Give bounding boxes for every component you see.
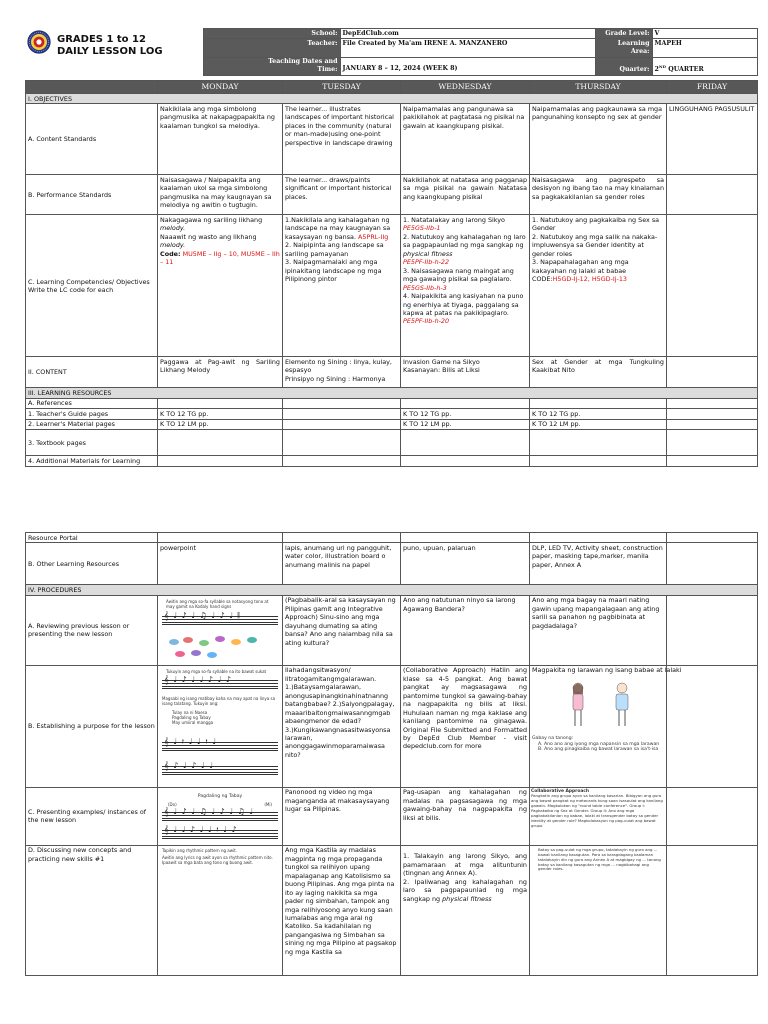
establishing-thu-question-a: A. Ano ano ang iyong mga napansin sa mga larawan bbox=[538, 741, 660, 747]
quarter-number: 2 bbox=[654, 66, 659, 74]
content-standards-wed: Naipamamalas ang pangunawa sa pakikilahok at pagtatasa ng pisikal na gawain at kaangkupang pisikal. bbox=[401, 104, 530, 175]
learning-resources-heading: III. LEARNING RESOURCES bbox=[26, 388, 758, 398]
teachers-guide-thu: K TO 12 TG pp. bbox=[530, 409, 667, 419]
presenting-thu bbox=[530, 787, 667, 845]
resource-portal-row bbox=[26, 533, 758, 543]
content-tue-2: Prinsipyo ng Sining : Harmonya bbox=[285, 374, 386, 383]
dates-label-line-1: Teaching Dates and bbox=[268, 58, 338, 66]
competency-thu-1: 1. Natutukoy ang pagkakaiba ng Sex sa Gender bbox=[532, 215, 660, 233]
melody-exercise-caption: Tukuyin ang mga so-fa syllable na ito bawat sukat bbox=[166, 668, 267, 674]
competency-thu-code: H5GD-Ij-12, H5GD-Ij-13 bbox=[552, 275, 627, 284]
presenting-mon bbox=[158, 787, 283, 845]
melody-exercise-image bbox=[158, 666, 282, 787]
competency-mon-code-label: Code: bbox=[160, 249, 181, 258]
learners-material-row bbox=[26, 419, 758, 429]
treble-clef-icon: 𝄞 ♩ ♪ ♩ ♫ ♩ ♪ ♩ 𝄂 bbox=[164, 610, 241, 620]
establishing-mon bbox=[158, 665, 283, 787]
teachers-guide-row bbox=[26, 409, 758, 419]
area-value: MAPEH bbox=[652, 39, 757, 58]
competency-tue-1: 1.Nakikilala ang kahalagahan ng landscape na may kaugnayan sa kasaysayan ng bansa. bbox=[285, 215, 391, 241]
dates-label bbox=[203, 57, 340, 75]
performance-standards-thu: Naisasagawa ang pagrespeto sa desisyon ng ibang tao na may kinalaman sa pagkakakilanlan sa gender roles bbox=[530, 175, 667, 215]
establishing-thu-questions bbox=[532, 736, 664, 753]
reviewing-row bbox=[26, 595, 758, 665]
establishing-thu-title: Magpakita ng larawan ng isang babae at lalaki bbox=[532, 666, 682, 675]
title-line-1: GRADES 1 to 12 bbox=[57, 33, 146, 45]
textbook-row bbox=[26, 430, 758, 456]
discussing-wed-2-text: 2. Ipaliwanag ang kahalagahan ng laro sa pagpapaunlad ng mga sangkap ng bbox=[403, 877, 527, 903]
competency-wed-2-italic: physical fitness bbox=[403, 249, 453, 258]
content-standards-mon: Nakikilala ang mga simbolong pangmusika at nakapagpapakita ng kaalaman tungkol sa melodiya. bbox=[158, 104, 283, 175]
content-thu: Sex at Gender at mga Tungkuling Kaakibat Nito bbox=[530, 357, 667, 388]
performance-standards-mon: Naisasagawa / Naipapakita ang kaalaman ukol sa mga simbolong pangmusika na may kaugnayan sa melodiya ng awitin o tugtugin. bbox=[158, 175, 283, 215]
other-resources-mon: powerpoint bbox=[158, 543, 283, 585]
competency-wed-code-4: PE5PF-IIb-h-20 bbox=[403, 317, 450, 326]
grade-label: Grade Level: bbox=[595, 29, 652, 39]
deped-seal-icon bbox=[27, 30, 51, 54]
reviewing-mon bbox=[158, 595, 283, 665]
competency-mon-line-4: melody. bbox=[160, 241, 186, 250]
content-row bbox=[26, 357, 758, 388]
title-cell bbox=[51, 29, 203, 76]
lesson-table-part-1 bbox=[25, 80, 757, 467]
content-tue bbox=[283, 357, 401, 388]
presenting-thu-title: Collaborative Approach bbox=[531, 788, 590, 794]
day-header-monday: MONDAY bbox=[158, 81, 283, 94]
other-resources-label: B. Other Learning Resources bbox=[26, 543, 158, 585]
establishing-label: B. Establishing a purpose for the lesson bbox=[26, 665, 158, 787]
dates-value: JANUARY 8 – 12, 2024 (WEEK 8) bbox=[340, 57, 595, 75]
rhythm-exercise-image bbox=[158, 846, 282, 876]
other-resources-thu: DLP, LED TV, Activity sheet, construction paper, masking tape,marker, manila paper, Annex A bbox=[530, 543, 667, 585]
song-score-title: Pagdaling ng Tabay bbox=[197, 793, 243, 799]
performance-standards-wed: Nakikilahok at natatasa ang pagganap sa mga pisikal na gawain Natatasa ang kaangkupang pisikal bbox=[401, 175, 530, 215]
competencies-row bbox=[26, 215, 758, 357]
melody-song-item: Tulay na ni Naesa bbox=[172, 709, 208, 715]
learners-material-thu: K TO 12 LM pp. bbox=[530, 419, 667, 429]
teachers-guide-mon: K TO 12 TG pp. bbox=[158, 409, 283, 419]
song-score-key-left: (Do) bbox=[168, 801, 177, 807]
establishing-thu-guide: Gabay na tanong: bbox=[532, 735, 574, 741]
treble-clef-icon: 𝄞 ♩ ♪ ♩ ♩ ♪ ♩ ♪ bbox=[164, 674, 232, 684]
competency-wed-code-2: PE5PF-IIb-h-22 bbox=[403, 258, 450, 267]
discussing-mon bbox=[158, 845, 283, 975]
content-wed-1: Invasion Game na Sikyo bbox=[403, 357, 480, 366]
treble-clef-icon: 𝄞 ♩ 𝄽 ♩ ♩ 𝄽 ♩ bbox=[164, 736, 217, 746]
competency-wed-3: 3. Naisasagawa nang maingat ang mga gawaing pisikal sa paglalaro. bbox=[403, 266, 514, 284]
discussing-thu bbox=[530, 845, 667, 975]
teacher-value: File Created by Ma'am IRENE A. MANZANERO bbox=[340, 39, 595, 58]
reviewing-tue: (Pagbabalik-aral sa kasaysayan ng Pilipinas gamit ang Integrative Approach) Sinu-sino ang mga dayuhang dumating sa ating bansa? Ano ang naiambag nila sa ating kultura? bbox=[283, 595, 401, 665]
solfa-exercise-image bbox=[158, 596, 282, 665]
dates-label-line-2: Time: bbox=[317, 65, 338, 73]
content-tue-1: Elemento ng Sining : linya, kulay, espasyo bbox=[285, 357, 392, 375]
competency-wed-2: 2. Natutukoy ang kahalagahan ng laro sa pagpapaunlad ng mga sangkap ng bbox=[403, 232, 526, 250]
school-value: DepEdClub.com bbox=[340, 29, 595, 39]
objectives-heading: I. OBJECTIVES bbox=[26, 94, 758, 104]
other-resources-row bbox=[26, 543, 758, 585]
other-resources-tue: lapis, anumang uri ng pangguhit, water color, illustration board o anumang malinis na papel bbox=[283, 543, 401, 585]
competencies-mon bbox=[158, 215, 283, 357]
presenting-wed: Pag-usapan ang kahalagahan ng madalas na pagsasagawa ng mga gawaing-bahay na nagpapakita ng liksi at bilis. bbox=[401, 787, 530, 845]
establishing-tue: Ilahadangsitwasyon/ litratogamitangmgalarawan. 1.)Bataysamgalarawan, anongusapinangkinahinatnanng batangbabae? 2.)Saiyongpalagay, maaaribaitongmaiwasanngmgab abaengmenor de edad? 3.)Kungikawangnasasitwasyonsa larawan, anonggagawinmoparamaiwasa nito? bbox=[283, 665, 401, 787]
procedures-heading: IV. PROCEDURES bbox=[26, 585, 758, 595]
day-header-thursday: THURSDAY bbox=[530, 81, 667, 94]
reviewing-thu: Ano ang mga bagay na maari nating gawin upang mapangalagaan ang ating sarili sa panahon ng pagbibinata at pagdadalaga? bbox=[530, 595, 667, 665]
competency-wed-4: 4. Naipakikita ang kasiyahan na puno ng enerhiya at tiyaga, paggalang sa kapwa at patas na pakikipaglaro. bbox=[403, 292, 524, 317]
content-wed bbox=[401, 357, 530, 388]
day-header-friday: FRIDAY bbox=[667, 81, 758, 94]
references-label: A. References bbox=[26, 398, 158, 408]
teachers-guide-wed: K TO 12 TG pp. bbox=[401, 409, 530, 419]
content-standards-thu: Naipamamalas ang pagkaunawa sa mga pangunahing konsepto ng sex at gender bbox=[530, 104, 667, 175]
day-header-tuesday: TUESDAY bbox=[283, 81, 401, 94]
competency-mon-code: MU5ME – IIg – 10, MU5ME – IIh – 11 bbox=[160, 249, 280, 267]
competency-tue-code-1: A5PRL-IIg bbox=[356, 232, 389, 241]
learners-material-label: 2. Learner's Material pages bbox=[26, 419, 158, 429]
grade-value: V bbox=[652, 29, 757, 39]
competency-wed-1: 1. Natatalakay ang larong Sikyo bbox=[403, 215, 505, 224]
competency-thu-2: 2. Natutukoy ang mga salik na nakaka-impluwensya sa Gender identity at gender roles bbox=[532, 232, 658, 258]
discussing-wed-2 bbox=[403, 878, 527, 903]
treble-clef-icon: 𝄞 ♩ ♪ ♩ ♫ ♩ ♪ ♩ ♫ ♩ bbox=[164, 806, 255, 816]
competencies-thu bbox=[530, 215, 667, 357]
day-header-wednesday: WEDNESDAY bbox=[401, 81, 530, 94]
content-wed-2: Kasanayan: Bilis at Liksi bbox=[403, 366, 480, 375]
content-mon: Paggawa at Pag-awit ng Sariling Likhang Melody bbox=[158, 357, 283, 388]
performance-standards-tue: The learner... draws/paints significant or important historical places. bbox=[283, 175, 401, 215]
discussing-wed bbox=[401, 845, 530, 975]
competency-thu-3: 3. Napapahalagahan ang mga kakayahan ng lalaki at babae bbox=[532, 258, 629, 275]
song-score-image bbox=[158, 788, 282, 845]
melody-song-item: May umiiral mangga bbox=[172, 719, 214, 725]
discussing-row bbox=[26, 845, 758, 975]
melody-song-item: Pagdaling ng Tabay bbox=[172, 714, 211, 720]
competency-thu-code-label: CODE: bbox=[532, 275, 553, 284]
discussing-thu-image-text: Batay sa pag-uulat ng mga grupo, tatalakayin ng guro ang ... bawat kanilang kasagutan. Para sa karagdagang kaalaman tatalakayin din ng guro ang Annex A at magbigay ng ... tanong batay sa kanilang kasagutan ng mga ... nagbibahagi ang gender roles. bbox=[538, 846, 661, 872]
resource-portal-label: Resource Portal bbox=[26, 533, 158, 543]
competency-wed-code-1: PE5GS-IIb-1 bbox=[403, 224, 441, 233]
performance-standards-label: B. Performance Standards bbox=[26, 175, 158, 215]
competencies-tue bbox=[283, 215, 401, 357]
song-score-key-right: (Mi) bbox=[264, 801, 272, 807]
content-standards-row bbox=[26, 104, 758, 175]
school-label: School: bbox=[203, 29, 340, 39]
competency-tue-2: 2. Naipipinta ang landscape sa sariling pamayanan bbox=[285, 241, 384, 258]
hand-signs-icon bbox=[166, 634, 276, 660]
discussing-wed-2-italic: physical fitness bbox=[442, 894, 492, 903]
melody-song-list bbox=[172, 710, 213, 725]
textbook-label: 3. Textbook pages bbox=[26, 430, 158, 456]
melody-exercise-instruction: Magsabi ng isang matibay kaha na may apat na linya sa isang talatang. Tukuyin ang: bbox=[162, 695, 276, 706]
establishing-thu-question-b: B. Ano ang pinagkaiba ng bawat larawan sa isa't-isa bbox=[538, 747, 659, 753]
solfa-exercise-caption: Awitin ang mga so-fa syllable sa notasyong tono at may gamit na Kodaly hand signs bbox=[166, 598, 269, 609]
content-standards-tue: The learner... illustrates landscapes of important historical places in the community (natural or man-made)using one-point perspective in landscape drawing bbox=[283, 104, 401, 175]
presenting-tue: Panonood ng video ng mga maganganda at makasaysayang lugar sa Pilipinas. bbox=[283, 787, 401, 845]
content-standards-label: A. Content Standards bbox=[26, 104, 158, 175]
competency-mon-line-1: Nakagagawa ng sariling likhang bbox=[160, 215, 263, 224]
establishing-thu bbox=[530, 665, 682, 787]
presenting-thu-body: Pangkatin ang grupo ayon sa kanilang kasarian. Bibigyan ang guro ang bawat pangkat ng metacards kung saan isasaulat ang kanilang gawain. Magkolokan ng "round table conference". Group I: Pagkakaiba ng Sex at Gender. Group II: Ano ang mga pagkakakilanlan ng babae, lalaki at transgender batay sa gender identity at gender role? Magkolokasyon ng pag-uulat ang bawat grupo bbox=[531, 793, 663, 828]
treble-clef-icon: 𝄞 ♩ ♩ ♪ ♩ ♩ 𝄽 ♩ ♪ bbox=[164, 824, 238, 834]
teacher-label: Teacher: bbox=[203, 39, 340, 58]
presenting-row bbox=[26, 787, 758, 845]
competency-tue-3: 3. Naipagmamalaki ang mga ipinakitang landscape ng mga Pilipinong pintor bbox=[285, 258, 382, 284]
lesson-table-part-2 bbox=[25, 532, 757, 976]
quarter-value bbox=[652, 57, 757, 75]
rhythm-exercise-caption: Tapikin ang rhythmic pattern ng awit. bbox=[162, 847, 237, 853]
discussing-tue: Ang mga Kastila ay madalas magpinta ng mga propaganda tungkol sa relihiyon upang mapalaganap ang Katolisismo sa buong Pilipinas. Ang mga pinta na ito ay laging nakikita sa mga pader ng simbahan, tampok ang mga relihiyosong anyo kung saan lumalabas ang mga aral ng Katoliko. Sa kadahilalan ng pangangasiwa ng Simbahan sa sining ng mga Pilipino at pagsakop ng mga Kastila sa bbox=[283, 845, 401, 975]
competencies-label: C. Learning Competencies/ Objectives Write the LC code for each bbox=[26, 215, 158, 357]
day-header-blank bbox=[26, 81, 158, 94]
area-label: Learning Area: bbox=[595, 39, 652, 58]
competency-mon-line-3: Naaawit ng wasto ang likhang bbox=[160, 232, 257, 241]
competency-mon-line-2: melody. bbox=[160, 224, 186, 233]
deped-seal-cell bbox=[25, 29, 51, 76]
discussing-label: D. Discussing new concepts and practicing new skills #1 bbox=[26, 845, 158, 975]
quarter-word: QUARTER bbox=[666, 66, 704, 74]
quarter-suffix: ND bbox=[658, 64, 667, 69]
additional-materials-row bbox=[26, 456, 758, 466]
performance-standards-row bbox=[26, 175, 758, 215]
content-label: II. CONTENT bbox=[26, 357, 158, 388]
lesson-log-header bbox=[25, 28, 757, 76]
teachers-guide-label: 1. Teacher's Guide pages bbox=[26, 409, 158, 419]
treble-clef-icon: 𝄞 ♪ ♩ ♪ ♩ ♩ bbox=[164, 760, 214, 770]
establishing-wed: (Collaborative Approach) Hatiin ang klase sa 4-5 pangkat. Ang bawat pangkat ay magsasagawa ng pantomime tungkol sa gawaing-bahay na nagpapakita ng bilis at liksi. Huhulaan naman ng mga kaklase ang kanilang pantomime na ginagawa. Original File Submitted and Formatted by DepEd Club Member - visit depedclub.com for more bbox=[401, 665, 530, 787]
discussing-wed-1: 1. Talakayin ang larong Sikyo, ang pamamaraan at mga alituntunin (tingnan ang Annex A). bbox=[403, 852, 527, 878]
content-standards-fri: LINGGUHANG PAGSUSULIT bbox=[667, 104, 758, 175]
quarter-label: Quarter: bbox=[595, 57, 652, 75]
reviewing-wed: Ano ang natutunan ninyo sa larong Agawang Bandera? bbox=[401, 595, 530, 665]
girl-and-boy-illustration bbox=[560, 680, 640, 730]
references-row bbox=[26, 398, 758, 408]
rhythm-exercise-instruction: Awitin ang lyrics ng awit ayon sa rhythmic pattern nito. Ipaawit sa mga bata ang tono ng buong awit. bbox=[162, 854, 273, 865]
day-header-row bbox=[26, 81, 758, 94]
competency-wed-code-3: PE5GS-IIb-h-3 bbox=[403, 283, 447, 292]
other-resources-wed: puno, upuan, palaruan bbox=[401, 543, 530, 585]
establishing-row bbox=[26, 665, 758, 787]
additional-materials-label: 4. Additional Materials for Learning bbox=[26, 456, 158, 466]
competencies-wed bbox=[401, 215, 530, 357]
presenting-label: C. Presenting examples/ instances of the new lesson bbox=[26, 787, 158, 845]
title-line-2: DAILY LESSON LOG bbox=[57, 46, 163, 57]
learners-material-wed: K TO 12 LM pp. bbox=[401, 419, 530, 429]
reviewing-label: A. Reviewing previous lesson or presenting the new lesson bbox=[26, 595, 158, 665]
learners-material-mon: K TO 12 LM pp. bbox=[158, 419, 283, 429]
